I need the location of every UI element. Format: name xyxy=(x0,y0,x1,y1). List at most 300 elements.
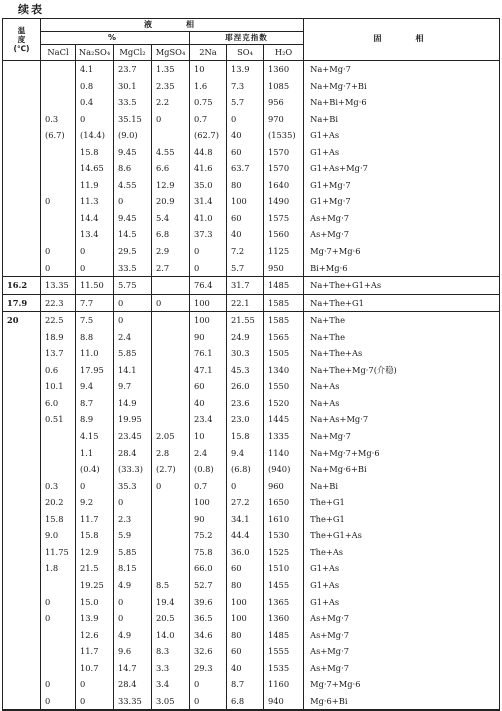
temperature-cell xyxy=(3,177,41,194)
value-cell: 10.1 xyxy=(41,378,76,395)
table-row xyxy=(3,378,500,395)
value-cell: 14.1 xyxy=(114,362,152,379)
value-cell: 1585 xyxy=(264,294,304,312)
value-cell: 36.5 xyxy=(190,610,227,627)
value-cell: (9.0) xyxy=(114,127,152,144)
value-cell: 5.4 xyxy=(152,210,190,227)
value-cell: 31.7 xyxy=(227,277,264,295)
value-cell: 40 xyxy=(190,395,227,412)
value-cell: 29.3 xyxy=(190,660,227,677)
solid-phase-cell: G1+As xyxy=(304,127,500,144)
value-cell xyxy=(152,362,190,379)
solid-phase-cell: Mg·7+Mg·6 xyxy=(304,676,500,693)
value-cell: 41.6 xyxy=(190,160,227,177)
table-row xyxy=(3,693,500,711)
value-cell: 9.2 xyxy=(76,494,114,511)
value-cell: 4.55 xyxy=(114,177,152,194)
value-cell: 13.9 xyxy=(227,61,264,78)
value-cell: 1510 xyxy=(264,560,304,577)
temperature-group xyxy=(3,312,500,711)
value-cell: 23.7 xyxy=(114,61,152,78)
value-cell: 0.8 xyxy=(76,78,114,95)
value-cell: 0 xyxy=(114,193,152,210)
temperature-cell xyxy=(3,560,41,577)
temperature-cell xyxy=(3,428,41,445)
value-cell: 60 xyxy=(190,378,227,395)
value-cell: (0.4) xyxy=(76,461,114,478)
value-cell: 13.7 xyxy=(41,345,76,362)
value-cell xyxy=(41,160,76,177)
value-cell: 4.1 xyxy=(76,61,114,78)
value-cell: 6.8 xyxy=(152,226,190,243)
value-cell: 8.9 xyxy=(76,411,114,428)
temperature-cell: 20 xyxy=(3,312,41,329)
value-cell: 27.2 xyxy=(227,494,264,511)
value-cell xyxy=(41,226,76,243)
value-cell: 44.4 xyxy=(227,527,264,544)
table-row xyxy=(3,329,500,346)
table-row xyxy=(3,127,500,144)
solid-phase-cell: The+As xyxy=(304,544,500,561)
value-cell: 970 xyxy=(264,111,304,128)
value-cell: 8.5 xyxy=(152,577,190,594)
solid-phase-cell: Na+Mg·6+Bi xyxy=(304,461,500,478)
value-cell: 11.50 xyxy=(76,277,114,295)
value-cell: 15.8 xyxy=(76,144,114,161)
value-cell: 0.75 xyxy=(190,94,227,111)
percent-header: % xyxy=(41,32,190,45)
solid-phase-cell: The+G1+As xyxy=(304,527,500,544)
value-cell: 0 xyxy=(76,260,114,277)
temperature-cell xyxy=(3,193,41,210)
value-cell: 1.1 xyxy=(76,445,114,462)
value-cell: 1335 xyxy=(264,428,304,445)
table-row xyxy=(3,461,500,478)
value-cell: 76.1 xyxy=(190,345,227,362)
value-cell: 1360 xyxy=(264,610,304,627)
value-cell: 0 xyxy=(76,676,114,693)
joule-index-header: 耶涅克指数 xyxy=(190,32,304,45)
value-cell: 19.25 xyxy=(76,577,114,594)
value-cell xyxy=(152,511,190,528)
temperature-group xyxy=(3,61,500,277)
solid-phase-cell: As+Mg·7 xyxy=(304,610,500,627)
value-cell: 1.8 xyxy=(41,560,76,577)
table-row xyxy=(3,78,500,95)
solid-phase-cell: Na+Mg·7 xyxy=(304,61,500,78)
value-cell: 1525 xyxy=(264,544,304,561)
value-cell: 1455 xyxy=(264,577,304,594)
value-cell: 5.75 xyxy=(114,277,152,295)
value-cell: 0 xyxy=(41,243,76,260)
value-cell: 26.0 xyxy=(227,378,264,395)
value-cell: 1.6 xyxy=(190,78,227,95)
value-cell: 80 xyxy=(227,177,264,194)
value-cell: 9.45 xyxy=(114,210,152,227)
value-cell: 0 xyxy=(41,676,76,693)
value-cell: 1530 xyxy=(264,527,304,544)
table-row xyxy=(3,226,500,243)
value-cell xyxy=(152,345,190,362)
value-cell: 19.4 xyxy=(152,594,190,611)
value-cell xyxy=(41,461,76,478)
value-cell: 940 xyxy=(264,693,304,711)
table-row xyxy=(3,362,500,379)
solid-phase-cell: Na+The xyxy=(304,329,500,346)
value-cell: 3.05 xyxy=(152,693,190,711)
value-cell: 0 xyxy=(41,260,76,277)
value-cell: 0.3 xyxy=(41,478,76,495)
value-cell: 0 xyxy=(41,610,76,627)
temperature-cell: 17.9 xyxy=(3,294,41,312)
value-cell: 80 xyxy=(227,577,264,594)
solid-phase-cell: As+Mg·7 xyxy=(304,210,500,227)
value-cell: 15.8 xyxy=(41,511,76,528)
solid-phase-cell: Mg·6+Bi xyxy=(304,693,500,711)
value-cell: 44.8 xyxy=(190,144,227,161)
solid-phase-cell: Bi+Mg·6 xyxy=(304,260,500,277)
value-cell: 12.9 xyxy=(76,544,114,561)
value-cell: 0 xyxy=(190,676,227,693)
value-cell: 11.7 xyxy=(76,643,114,660)
value-cell: 100 xyxy=(190,294,227,312)
temperature-cell xyxy=(3,494,41,511)
value-cell: 960 xyxy=(264,478,304,495)
table-row xyxy=(3,544,500,561)
solid-phase-cell: Na+Mg·7+Bi xyxy=(304,78,500,95)
value-cell: 0.7 xyxy=(190,111,227,128)
temperature-header: 温 度 (℃) xyxy=(3,19,41,61)
value-cell: 63.7 xyxy=(227,160,264,177)
value-cell: 100 xyxy=(227,610,264,627)
value-cell: 0 xyxy=(152,294,190,312)
solid-phase-cell: Na+The+G1 xyxy=(304,294,500,312)
value-cell xyxy=(41,78,76,95)
table-row xyxy=(3,511,500,528)
value-cell: 9.6 xyxy=(114,643,152,660)
value-cell: 14.5 xyxy=(114,226,152,243)
table-row xyxy=(3,660,500,677)
value-cell: 1360 xyxy=(264,61,304,78)
subheader-4: 2Na xyxy=(190,45,227,61)
value-cell: 1520 xyxy=(264,395,304,412)
value-cell: 950 xyxy=(264,260,304,277)
value-cell: 1570 xyxy=(264,160,304,177)
value-cell: 24.9 xyxy=(227,329,264,346)
value-cell: 60 xyxy=(227,144,264,161)
table-row xyxy=(3,345,500,362)
table-row xyxy=(3,277,500,295)
solid-phase-cell: Na+Bi xyxy=(304,478,500,495)
value-cell: 2.8 xyxy=(152,445,190,462)
table-row xyxy=(3,643,500,660)
value-cell: 14.0 xyxy=(152,627,190,644)
value-cell: 0 xyxy=(76,243,114,260)
value-cell: 0 xyxy=(41,693,76,711)
value-cell: 7.7 xyxy=(76,294,114,312)
solid-phase-header: 固 相 xyxy=(304,19,500,61)
value-cell: 3.4 xyxy=(152,676,190,693)
value-cell: 0 xyxy=(152,111,190,128)
value-cell: 6.6 xyxy=(152,160,190,177)
table-row xyxy=(3,395,500,412)
temperature-cell: 16.2 xyxy=(3,277,41,295)
value-cell: 0.7 xyxy=(190,478,227,495)
value-cell: 21.55 xyxy=(227,312,264,329)
value-cell: 4.9 xyxy=(114,577,152,594)
value-cell: 9.4 xyxy=(76,378,114,395)
temperature-cell xyxy=(3,345,41,362)
value-cell: 90 xyxy=(190,511,227,528)
temperature-cell xyxy=(3,378,41,395)
value-cell: 10 xyxy=(190,61,227,78)
table-row xyxy=(3,294,500,312)
temperature-group xyxy=(3,294,500,312)
table-row xyxy=(3,312,500,329)
value-cell: 20.5 xyxy=(152,610,190,627)
value-cell: 1140 xyxy=(264,445,304,462)
value-cell: 20.2 xyxy=(41,494,76,511)
solid-phase-cell: G1+As xyxy=(304,577,500,594)
temperature-cell xyxy=(3,127,41,144)
table-heading: 续表 xyxy=(18,3,44,16)
value-cell: 8.15 xyxy=(114,560,152,577)
value-cell: 100 xyxy=(190,494,227,511)
value-cell: 4.55 xyxy=(152,144,190,161)
value-cell: 5.85 xyxy=(114,345,152,362)
value-cell xyxy=(41,428,76,445)
subheader-5: SO₄ xyxy=(227,45,264,61)
table-row xyxy=(3,445,500,462)
value-cell: 22.5 xyxy=(41,312,76,329)
temperature-cell xyxy=(3,160,41,177)
solid-phase-cell: As+Mg·7 xyxy=(304,226,500,243)
value-cell xyxy=(152,127,190,144)
value-cell: 13.4 xyxy=(76,226,114,243)
table-row xyxy=(3,577,500,594)
value-cell: (0.8) xyxy=(190,461,227,478)
value-cell: 1640 xyxy=(264,177,304,194)
subheader-0: NaCl xyxy=(41,45,76,61)
value-cell: 1565 xyxy=(264,329,304,346)
value-cell: 10 xyxy=(190,428,227,445)
value-cell xyxy=(152,395,190,412)
value-cell: (1535) xyxy=(264,127,304,144)
value-cell: 5.7 xyxy=(227,260,264,277)
value-cell: 0 xyxy=(114,294,152,312)
solid-phase-cell: Na+As xyxy=(304,395,500,412)
temperature-cell xyxy=(3,594,41,611)
value-cell: 45.3 xyxy=(227,362,264,379)
value-cell: 1550 xyxy=(264,378,304,395)
value-cell: 90 xyxy=(190,329,227,346)
solid-phase-cell: The+G1 xyxy=(304,494,500,511)
value-cell: 23.45 xyxy=(114,428,152,445)
value-cell xyxy=(41,643,76,660)
value-cell: 35.3 xyxy=(114,478,152,495)
subheader-6: H₂O xyxy=(264,45,304,61)
value-cell: 7.5 xyxy=(76,312,114,329)
solid-phase-cell: The+G1 xyxy=(304,511,500,528)
table-row xyxy=(3,610,500,627)
solid-phase-cell: G1+As xyxy=(304,560,500,577)
value-cell: 30.3 xyxy=(227,345,264,362)
value-cell xyxy=(41,210,76,227)
value-cell: 0 xyxy=(114,610,152,627)
solid-phase-cell: G1+As+Mg·7 xyxy=(304,160,500,177)
value-cell: 0 xyxy=(41,193,76,210)
value-cell xyxy=(152,527,190,544)
value-cell: 13.35 xyxy=(41,277,76,295)
value-cell: 9.7 xyxy=(114,378,152,395)
value-cell: 8.3 xyxy=(152,643,190,660)
value-cell: 14.4 xyxy=(76,210,114,227)
temperature-cell xyxy=(3,610,41,627)
value-cell: 956 xyxy=(264,94,304,111)
value-cell: 0 xyxy=(190,693,227,711)
value-cell xyxy=(41,144,76,161)
table-row xyxy=(3,594,500,611)
value-cell: 19.95 xyxy=(114,411,152,428)
value-cell: (14.4) xyxy=(76,127,114,144)
value-cell: 1085 xyxy=(264,78,304,95)
table-row xyxy=(3,243,500,260)
value-cell: 34.6 xyxy=(190,627,227,644)
value-cell: 0 xyxy=(76,478,114,495)
value-cell: 12.6 xyxy=(76,627,114,644)
value-cell: 39.6 xyxy=(190,594,227,611)
value-cell: 11.75 xyxy=(41,544,76,561)
value-cell: 2.7 xyxy=(152,260,190,277)
value-cell: 8.6 xyxy=(114,160,152,177)
table-row xyxy=(3,560,500,577)
subheader-1: Na₂SO₄ xyxy=(76,45,114,61)
table-row xyxy=(3,260,500,277)
value-cell xyxy=(152,329,190,346)
temperature-cell xyxy=(3,329,41,346)
temperature-cell xyxy=(3,61,41,78)
temperature-cell xyxy=(3,693,41,711)
value-cell: 0.6 xyxy=(41,362,76,379)
value-cell: 20.9 xyxy=(152,193,190,210)
temperature-cell xyxy=(3,527,41,544)
value-cell: 2.4 xyxy=(114,329,152,346)
value-cell: 33.5 xyxy=(114,94,152,111)
value-cell: 3.3 xyxy=(152,660,190,677)
solid-phase-cell: Na+Bi+Mg·6 xyxy=(304,94,500,111)
value-cell: 6.8 xyxy=(227,693,264,711)
solid-phase-cell: Na+The+G1+As xyxy=(304,277,500,295)
value-cell: 9.4 xyxy=(227,445,264,462)
value-cell: 0 xyxy=(41,594,76,611)
value-cell: 12.9 xyxy=(152,177,190,194)
value-cell: 29.5 xyxy=(114,243,152,260)
solid-phase-cell: Mg·7+Mg·6 xyxy=(304,243,500,260)
value-cell: 22.3 xyxy=(41,294,76,312)
value-cell: 2.05 xyxy=(152,428,190,445)
liquid-phase-header: 液 相 xyxy=(41,19,304,32)
value-cell: 0 xyxy=(114,494,152,511)
temperature-cell xyxy=(3,660,41,677)
solid-phase-cell: As+Mg·7 xyxy=(304,627,500,644)
temperature-cell xyxy=(3,362,41,379)
value-cell: 6.0 xyxy=(41,395,76,412)
value-cell: 28.4 xyxy=(114,676,152,693)
value-cell: 34.1 xyxy=(227,511,264,528)
temperature-cell xyxy=(3,577,41,594)
value-cell: (2.7) xyxy=(152,461,190,478)
value-cell: 0 xyxy=(227,111,264,128)
value-cell: 15.8 xyxy=(227,428,264,445)
temperature-cell xyxy=(3,94,41,111)
solid-phase-cell: G1+As xyxy=(304,144,500,161)
value-cell xyxy=(41,660,76,677)
value-cell xyxy=(41,94,76,111)
value-cell: 33.5 xyxy=(114,260,152,277)
solid-phase-cell: As+Mg·7 xyxy=(304,643,500,660)
value-cell: 36.0 xyxy=(227,544,264,561)
value-cell: 60 xyxy=(227,643,264,660)
solid-phase-cell: G1+As xyxy=(304,594,500,611)
value-cell: 22.1 xyxy=(227,294,264,312)
temperature-cell xyxy=(3,226,41,243)
table-row xyxy=(3,478,500,495)
temperature-cell xyxy=(3,78,41,95)
value-cell: 35.15 xyxy=(114,111,152,128)
value-cell: 13.9 xyxy=(76,610,114,627)
value-cell: 0 xyxy=(190,260,227,277)
temperature-cell xyxy=(3,445,41,462)
value-cell: 60 xyxy=(227,560,264,577)
value-cell: 33.35 xyxy=(114,693,152,711)
value-cell: 1445 xyxy=(264,411,304,428)
solid-phase-cell: Na+Mg·7 xyxy=(304,428,500,445)
value-cell xyxy=(41,177,76,194)
value-cell: (6.7) xyxy=(41,127,76,144)
temperature-cell xyxy=(3,627,41,644)
value-cell: 11.9 xyxy=(76,177,114,194)
value-cell: 8.8 xyxy=(76,329,114,346)
table-row xyxy=(3,94,500,111)
value-cell: 80 xyxy=(227,627,264,644)
value-cell: 0 xyxy=(114,594,152,611)
temperature-cell xyxy=(3,676,41,693)
value-cell: 8.7 xyxy=(76,395,114,412)
value-cell: 75.8 xyxy=(190,544,227,561)
value-cell xyxy=(41,627,76,644)
solid-phase-cell: Na+The+As xyxy=(304,345,500,362)
value-cell: 23.6 xyxy=(227,395,264,412)
table-row xyxy=(3,210,500,227)
value-cell: 1160 xyxy=(264,676,304,693)
value-cell: 28.4 xyxy=(114,445,152,462)
value-cell: 1340 xyxy=(264,362,304,379)
temperature-cell xyxy=(3,395,41,412)
value-cell xyxy=(41,577,76,594)
value-cell: 1650 xyxy=(264,494,304,511)
value-cell: 1570 xyxy=(264,144,304,161)
temperature-cell xyxy=(3,144,41,161)
value-cell: 100 xyxy=(227,193,264,210)
value-cell: 0.3 xyxy=(41,111,76,128)
temperature-cell xyxy=(3,478,41,495)
table-row xyxy=(3,193,500,210)
value-cell xyxy=(152,411,190,428)
table-row xyxy=(3,61,500,78)
value-cell: 5.9 xyxy=(114,527,152,544)
value-cell: (33.3) xyxy=(114,461,152,478)
value-cell: 1575 xyxy=(264,210,304,227)
